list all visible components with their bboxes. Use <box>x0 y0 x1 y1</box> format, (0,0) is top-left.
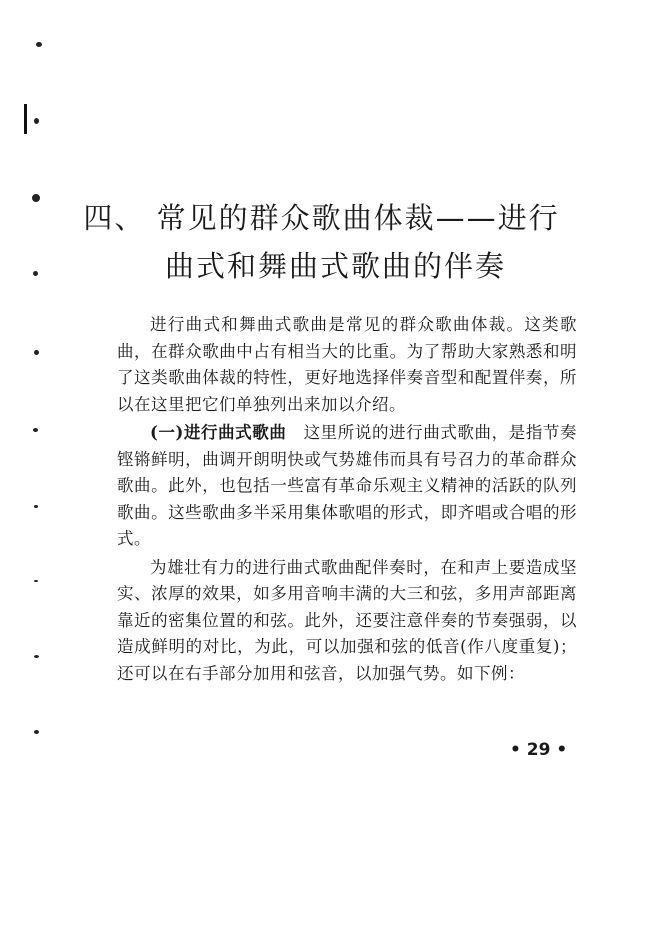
binding-bar <box>24 104 27 134</box>
section-heading-line-1: 四、 常见的群众歌曲体裁——进行 <box>83 201 560 235</box>
body-text <box>117 312 577 687</box>
paragraph-body: 这里所说的进行曲式歌曲，是指节奏铿锵鲜明，曲调开朗明快或气势雄伟而具有号召力的革命群众歌曲。此外，也包括一些富有革命乐观主义精神的活跃的队列歌曲。这些歌曲多半采用集体歌唱的形式，即齐唱或合唱的形式。 <box>117 423 578 548</box>
page-number: • 29 • <box>510 740 568 760</box>
binding-mark <box>34 730 39 734</box>
paragraph-intro: 进行曲式和舞曲式歌曲是常见的群众歌曲体裁。这类歌曲，在群众歌曲中占有相当大的比重。为了帮助大家熟悉和明了这类歌曲体裁的特性，更好地选择伴奏音型和配置伴奏，所以在这里把它们单独列出来加以介绍。 <box>117 315 577 414</box>
paragraph-accompaniment: 为雄壮有力的进行曲式歌曲配伴奏时，在和声上要造成坚实、浓厚的效果，如多用音响丰满的大三和弦，多用声部距离靠近的密集位置的和弦。此外，还要注意伴奏的节奏强弱，以造成鲜明的对比，为此，可以加强和弦的低音(作八度重复)；还可以在右手部分加用和弦音，以加强气势。如下例： <box>117 557 577 683</box>
binding-mark <box>36 42 42 47</box>
binding-mark <box>33 428 38 432</box>
binding-mark <box>34 505 38 508</box>
binding-mark <box>34 350 39 355</box>
binding-mark <box>34 118 39 124</box>
subsection-term: (一)进行曲式歌曲 <box>150 423 287 442</box>
binding-mark <box>34 655 39 658</box>
paragraph-march-songs <box>117 420 577 553</box>
section-heading-line-2: 曲式和舞曲式歌曲的伴奏 <box>164 249 506 283</box>
binding-mark <box>34 580 38 582</box>
